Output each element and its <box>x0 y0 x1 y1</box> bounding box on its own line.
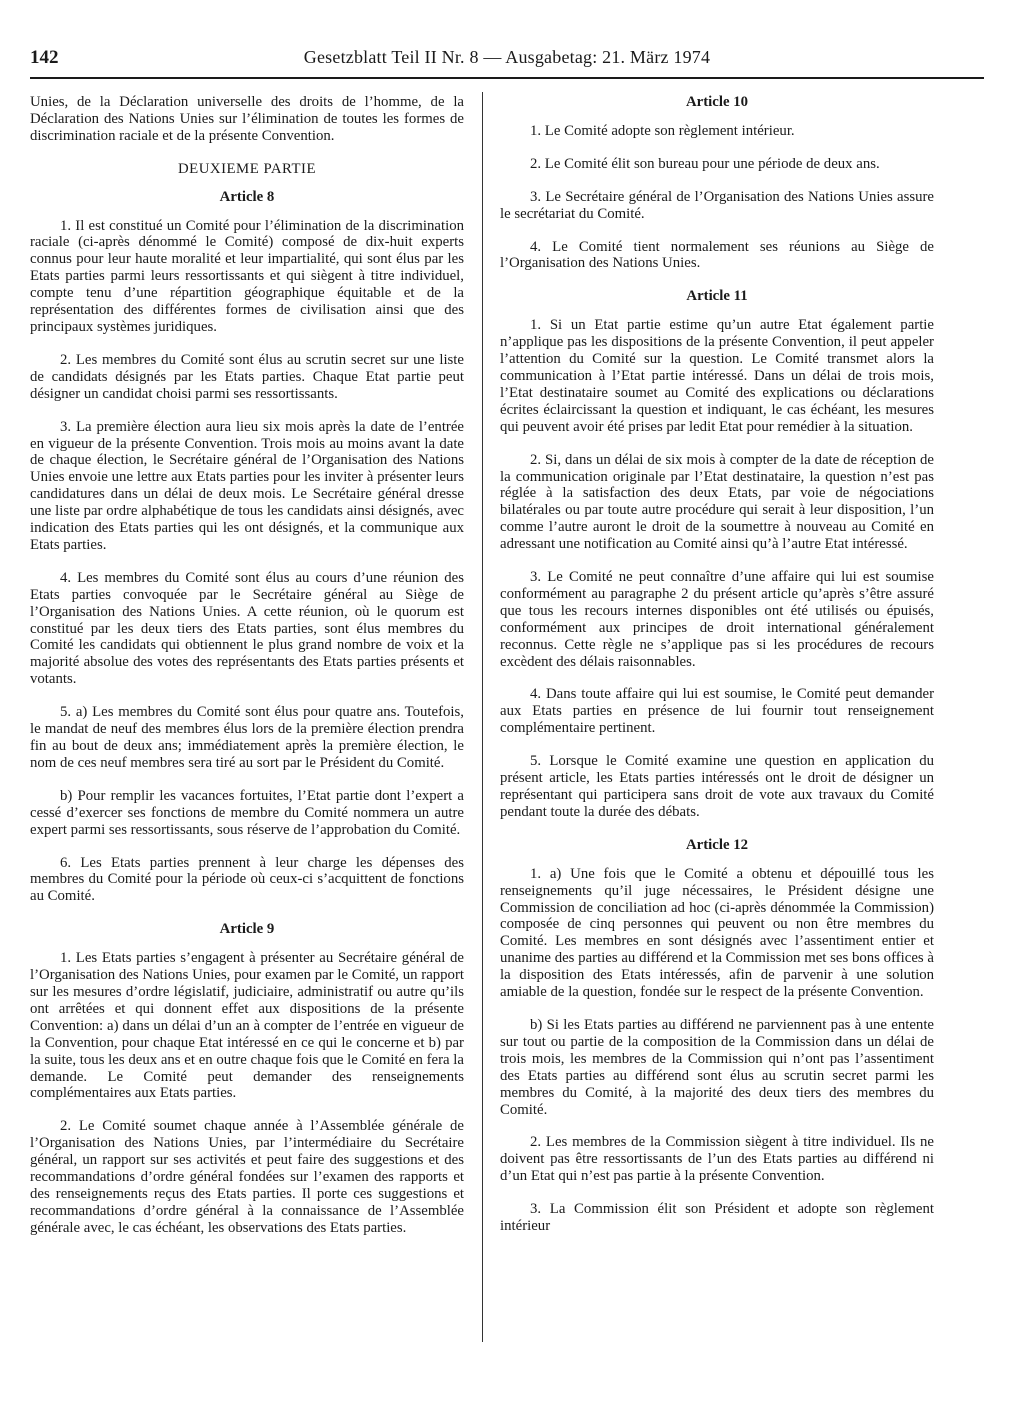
page-header <box>30 47 984 79</box>
article-9-paragraph-2: 2. Le Comité soumet chaque année à l’Assemblée générale de l’Organisation des Nations Unies, par l’intermédiaire du Secrétaire général, un rapport sur ses activités et peut faire des suggestions et des recommandations d’ordre général fondées sur l’examen des rapports et des renseignements reçus des Etats parties. Il porte ces suggestions et recommandations d’ordre général à la connaissance de l’Assemblée générale avec, le cas échéant, les observations des Etats parties. <box>30 1118 464 1236</box>
article-10-paragraph-1: 1. Le Comité adopte son règlement intérieur. <box>530 122 795 139</box>
article-11-paragraph-4: 4. Dans toute affaire qui lui est soumise, le Comité peut demander aux Etats parties en présence de lui fournir tout renseignement complémentaire pertinent. <box>500 686 934 737</box>
article-9-paragraph-1: 1. Les Etats parties s’engagent à présenter au Secrétaire général de l’Organisation des Nations Unies, pour examen par le Comité, un rapport sur les mesures d’ordre législatif, judiciaire, administratif ou autre qu’ils ont arrêtées et qui donnent effet aux dispositions de la présente Convention: a) dans un délai d’un an à compter de l’entrée en vigueur de la Convention, pour chaque Etat intéressé en ce qui le concerne et b) par la suite, tous les deux ans et en outre chaque fois que le Comité en fera la demande. Le Comité peut demander des renseignements complémentaires aux Etats parties. <box>30 950 464 1102</box>
article-12-paragraph-1a: 1. a) Une fois que le Comité a obtenu et dépouillé tous les renseignements qu’il juge nécessaires, le Président désigne une Commission de conciliation ad hoc (ci-après dénommée la Commission) composée de cinq personnes qui peuvent ou non être membres du Comité. Les membres en sont désignés avec l’assentiment entier et unanime des parties au différend et la Commission met ses bons offices à la disposition des Etats intéressés, afin de parvenir à une solution amiable de la question, fondée sur le respect de la présente Convention. <box>500 865 934 1001</box>
article-12-paragraph-2: 2. Les membres de la Commission siègent à titre individuel. Ils ne doivent pas être ressortissants de l’un des Etats parties au différend ni d’un Etat qui n’est pas partie à la présente Convention. <box>500 1134 934 1185</box>
article-12-heading: Article 12 <box>685 836 749 853</box>
article-11-paragraph-2: 2. Si, dans un délai de six mois à compter de la date de réception de la communication originale par l’Etat destinataire, la question n’est pas réglée à la satisfaction des deux Etats, par voie de négociations bilatérales ou par toute autre procédure qui serait à leur disposition, l’un comme l’autre auront le droit de la soumettre à nouveau au Comité en adressant une notification au Comité ainsi qu’à l’autre Etat intéressé. <box>500 451 934 553</box>
continuation-paragraph: Unies, de la Déclaration universelle des droits de l’homme, de la Déclaration des Nations Unies sur l’élimination de toutes les formes de discrimination raciale et de la présente Convention. <box>30 94 464 144</box>
column-divider <box>482 92 483 1342</box>
article-10-paragraph-3: 3. Le Secrétaire général de l’Organisation des Nations Unies assure le secrétariat du Comité. <box>500 188 934 222</box>
gazette-title: Gesetzblatt Teil II Nr. 8 — Ausgabetag: 21. März 1974 <box>303 47 711 67</box>
article-8-paragraph-5a: 5. a) Les membres du Comité sont élus pour quatre ans. Toutefois, le mandat de neuf des membres élus lors de la première élection prendra fin au bout de deux ans; immédiatement après la première élection, le nom de ces neuf membres sera tiré au sort par le Président du Comité. <box>30 704 464 771</box>
article-8-paragraph-3: 3. La première élection aura lieu six mois après la date de l’entrée en vigueur de la présente Convention. Trois mois au moins avant la date de chaque élection, le Secrétaire général de l’Organisation des Nations Unies envoie une lettre aux Etats parties pour les inviter à présenter leurs candidatures dans un délai de deux mois. Le Secrétaire général dresse une liste par ordre alphabétique de tous les candidats ainsi désignés, avec indication des Etats parties qui les ont désignés, et la communique aux Etats parties. <box>30 418 464 553</box>
article-11-paragraph-1: 1. Si un Etat partie estime qu’un autre Etat également partie n’applique pas les dispositions de la présente Convention, il peut appeler l’attention du Comité sur la question. Le Comité transmet alors la communication à l’Etat partie intéressé. Dans un délai de trois mois, l’Etat destinataire soumet au Comité des explications ou déclarations écrites éclaircissant la question et indiquant, le cas échéant, les mesures qui peuvent avoir été prises par ledit Etat pour remédier à la situation. <box>500 317 934 435</box>
article-8-heading: Article 8 <box>219 188 275 205</box>
article-8-paragraph-4: 4. Les membres du Comité sont élus au cours d’une réunion des Etats parties convoquée par le Secrétaire général au Siège de l’Organisation des Nations Unies. A cette réunion, où le quorum est constitué par les deux tiers des Etats parties, sont élus membres du Comité les candidats qui obtiennent le plus grand nombre de voix et la majorité absolue des votes des représentants des Etats parties présents et votants. <box>30 569 464 688</box>
article-9-heading: Article 9 <box>219 921 275 938</box>
article-10-paragraph-2: 2. Le Comité élit son bureau pour une période de deux ans. <box>530 155 880 172</box>
article-10-paragraph-4: 4. Le Comité tient normalement ses réunions au Siège de l’Organisation des Nations Unies. <box>500 238 934 272</box>
page-number: 142 <box>30 47 59 68</box>
article-10-heading: Article 10 <box>685 94 749 110</box>
article-8-paragraph-1: 1. Il est constitué un Comité pour l’élimination de la discrimination raciale (ci-après dénommé le Comité) composé de dix-huit experts connus pour leur haute moralité et leur impartialité, qui sont élus par les Etats parties parmi leurs ressortissants et qui siègent à titre individuel, compte tenu d’une répartition géographique équitable et de la représentation des différentes formes de civilisation ainsi que des principaux systèmes juridiques. <box>30 217 464 335</box>
part-heading: DEUXIEME PARTIE <box>178 160 316 177</box>
article-12-paragraph-1b: b) Si les Etats parties au différend ne parviennent pas à une entente sur tout ou partie de la composition de la Commission dans un délai de trois mois, les membres de la Commission qui n’ont pas l’assentiment des Etats parties au différend sont élus au scrutin secret parmi les membres du Comité, à la majorité des deux tiers des membres du Comité. <box>500 1016 934 1118</box>
article-11-paragraph-5: 5. Lorsque le Comité examine une question en application du présent article, les Etats parties intéressés ont le droit de désigner un représentant qui participera sans droit de vote aux travaux du Comité pendant toute la durée des débats. <box>500 753 934 820</box>
left-column <box>30 94 464 1253</box>
article-8-paragraph-5b: b) Pour remplir les vacances fortuites, l’Etat partie dont l’expert a cessé d’exercer ses fonctions de membre du Comité nommera un autre expert parmi ses ressortissants, sous réserve de l’approbation du Comité. <box>30 787 464 838</box>
article-8-paragraph-6: 6. Les Etats parties prennent à leur charge les dépenses des membres du Comité pour la période où ceux-ci s’acquittent de fonctions au Comité. <box>30 854 464 905</box>
right-column <box>500 94 934 1251</box>
article-8-paragraph-2: 2. Les membres du Comité sont élus au scrutin secret sur une liste de candidats désignés par les Etats parties. Chaque Etat partie peut désigner un candidat choisi parmi ses ressortissants. <box>30 351 464 402</box>
article-11-heading: Article 11 <box>686 288 748 305</box>
article-11-paragraph-3: 3. Le Comité ne peut connaître d’une affaire qui lui est soumise conformément au paragraphe 2 du présent article qu’après s’être assuré que tous les recours internes disponibles ont été utilisés ou épuisés, conformément aux principes de droit international généralement reconnus. Cette règle ne s’applique pas si les procédures de recours excèdent des délais raisonnables. <box>500 569 934 670</box>
article-12-paragraph-3: 3. La Commission élit son Président et adopte son règlement intérieur <box>500 1201 934 1235</box>
